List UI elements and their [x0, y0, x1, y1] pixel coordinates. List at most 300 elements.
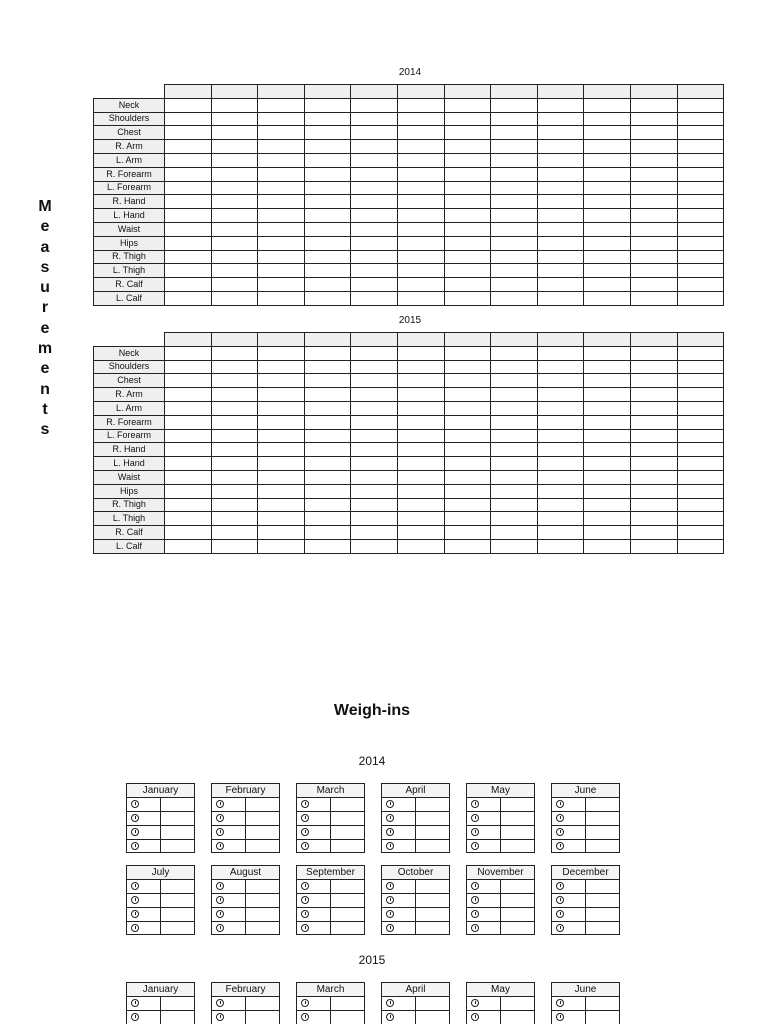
date-header-cell[interactable] — [351, 333, 398, 347]
measurement-cell[interactable] — [351, 498, 398, 512]
measurement-cell[interactable] — [211, 153, 258, 167]
measurement-cell[interactable] — [211, 374, 258, 388]
measurement-cell[interactable] — [397, 209, 444, 223]
measurement-cell[interactable] — [584, 112, 631, 126]
measurement-cell[interactable] — [165, 278, 212, 292]
measurement-cell[interactable] — [258, 236, 305, 250]
weight-entry-cell[interactable] — [246, 907, 280, 921]
weight-entry-cell[interactable] — [161, 893, 195, 907]
measurement-cell[interactable] — [491, 457, 538, 471]
measurement-cell[interactable] — [304, 388, 351, 402]
measurement-cell[interactable] — [444, 140, 491, 154]
measurement-cell[interactable] — [491, 346, 538, 360]
weight-entry-cell[interactable] — [501, 811, 535, 825]
measurement-cell[interactable] — [304, 140, 351, 154]
measurement-cell[interactable] — [677, 264, 724, 278]
measurement-cell[interactable] — [211, 181, 258, 195]
measurement-cell[interactable] — [444, 153, 491, 167]
measurement-cell[interactable] — [444, 126, 491, 140]
measurement-cell[interactable] — [537, 153, 584, 167]
measurement-cell[interactable] — [165, 457, 212, 471]
measurement-cell[interactable] — [211, 484, 258, 498]
measurement-cell[interactable] — [584, 264, 631, 278]
measurement-cell[interactable] — [397, 195, 444, 209]
measurement-cell[interactable] — [165, 222, 212, 236]
measurement-cell[interactable] — [584, 498, 631, 512]
measurement-cell[interactable] — [304, 278, 351, 292]
measurement-cell[interactable] — [397, 470, 444, 484]
measurement-cell[interactable] — [211, 388, 258, 402]
measurement-cell[interactable] — [491, 484, 538, 498]
weight-entry-cell[interactable] — [246, 797, 280, 811]
measurement-cell[interactable] — [351, 470, 398, 484]
measurement-cell[interactable] — [677, 512, 724, 526]
measurement-cell[interactable] — [584, 181, 631, 195]
measurement-cell[interactable] — [584, 222, 631, 236]
measurement-cell[interactable] — [258, 346, 305, 360]
measurement-cell[interactable] — [491, 443, 538, 457]
measurement-cell[interactable] — [165, 140, 212, 154]
weight-entry-cell[interactable] — [416, 921, 450, 935]
measurement-cell[interactable] — [304, 167, 351, 181]
date-header-cell[interactable] — [211, 333, 258, 347]
measurement-cell[interactable] — [584, 429, 631, 443]
measurement-cell[interactable] — [304, 153, 351, 167]
measurement-cell[interactable] — [491, 539, 538, 553]
measurement-cell[interactable] — [537, 429, 584, 443]
measurement-cell[interactable] — [211, 401, 258, 415]
measurement-cell[interactable] — [397, 498, 444, 512]
measurement-cell[interactable] — [677, 167, 724, 181]
weight-entry-cell[interactable] — [246, 893, 280, 907]
measurement-cell[interactable] — [397, 388, 444, 402]
measurement-cell[interactable] — [165, 415, 212, 429]
measurement-cell[interactable] — [537, 264, 584, 278]
measurement-cell[interactable] — [584, 278, 631, 292]
measurement-cell[interactable] — [537, 181, 584, 195]
weight-entry-cell[interactable] — [501, 839, 535, 853]
measurement-cell[interactable] — [397, 98, 444, 112]
measurement-cell[interactable] — [211, 126, 258, 140]
date-header-cell[interactable] — [397, 85, 444, 99]
measurement-cell[interactable] — [165, 181, 212, 195]
measurement-cell[interactable] — [630, 498, 677, 512]
measurement-cell[interactable] — [584, 415, 631, 429]
measurement-cell[interactable] — [165, 388, 212, 402]
measurement-cell[interactable] — [491, 401, 538, 415]
measurement-cell[interactable] — [304, 415, 351, 429]
weight-entry-cell[interactable] — [586, 921, 620, 935]
date-header-cell[interactable] — [677, 333, 724, 347]
measurement-cell[interactable] — [165, 209, 212, 223]
date-header-cell[interactable] — [677, 85, 724, 99]
measurement-cell[interactable] — [584, 209, 631, 223]
measurement-cell[interactable] — [444, 360, 491, 374]
measurement-cell[interactable] — [211, 264, 258, 278]
measurement-cell[interactable] — [351, 126, 398, 140]
measurement-cell[interactable] — [491, 374, 538, 388]
measurement-cell[interactable] — [165, 98, 212, 112]
measurement-cell[interactable] — [584, 401, 631, 415]
measurement-cell[interactable] — [258, 360, 305, 374]
measurement-cell[interactable] — [351, 278, 398, 292]
measurement-cell[interactable] — [211, 443, 258, 457]
measurement-cell[interactable] — [304, 195, 351, 209]
weight-entry-cell[interactable] — [586, 825, 620, 839]
measurement-cell[interactable] — [584, 195, 631, 209]
date-header-cell[interactable] — [165, 85, 212, 99]
measurement-cell[interactable] — [537, 526, 584, 540]
measurement-cell[interactable] — [491, 360, 538, 374]
measurement-cell[interactable] — [351, 526, 398, 540]
measurement-cell[interactable] — [630, 112, 677, 126]
measurement-cell[interactable] — [258, 484, 305, 498]
measurement-cell[interactable] — [630, 526, 677, 540]
measurement-cell[interactable] — [397, 140, 444, 154]
measurement-cell[interactable] — [677, 429, 724, 443]
weight-entry-cell[interactable] — [331, 907, 365, 921]
measurement-cell[interactable] — [537, 360, 584, 374]
measurement-cell[interactable] — [491, 498, 538, 512]
measurement-cell[interactable] — [444, 429, 491, 443]
weight-entry-cell[interactable] — [416, 907, 450, 921]
measurement-cell[interactable] — [444, 209, 491, 223]
measurement-cell[interactable] — [537, 278, 584, 292]
measurement-cell[interactable] — [211, 195, 258, 209]
measurement-cell[interactable] — [677, 346, 724, 360]
measurement-cell[interactable] — [491, 126, 538, 140]
weight-entry-cell[interactable] — [161, 797, 195, 811]
measurement-cell[interactable] — [444, 291, 491, 305]
measurement-cell[interactable] — [351, 388, 398, 402]
measurement-cell[interactable] — [304, 126, 351, 140]
measurement-cell[interactable] — [677, 401, 724, 415]
measurement-cell[interactable] — [491, 415, 538, 429]
weight-entry-cell[interactable] — [586, 797, 620, 811]
measurement-cell[interactable] — [351, 291, 398, 305]
measurement-cell[interactable] — [397, 222, 444, 236]
measurement-cell[interactable] — [444, 498, 491, 512]
weight-entry-cell[interactable] — [246, 1010, 280, 1024]
measurement-cell[interactable] — [165, 236, 212, 250]
measurement-cell[interactable] — [397, 457, 444, 471]
measurement-cell[interactable] — [304, 498, 351, 512]
measurement-cell[interactable] — [444, 470, 491, 484]
measurement-cell[interactable] — [165, 126, 212, 140]
measurement-cell[interactable] — [397, 278, 444, 292]
weight-entry-cell[interactable] — [501, 893, 535, 907]
measurement-cell[interactable] — [444, 278, 491, 292]
measurement-cell[interactable] — [211, 457, 258, 471]
measurement-cell[interactable] — [444, 484, 491, 498]
measurement-cell[interactable] — [444, 443, 491, 457]
measurement-cell[interactable] — [351, 195, 398, 209]
measurement-cell[interactable] — [165, 250, 212, 264]
measurement-cell[interactable] — [211, 112, 258, 126]
measurement-cell[interactable] — [630, 512, 677, 526]
measurement-cell[interactable] — [630, 98, 677, 112]
date-header-cell[interactable] — [537, 333, 584, 347]
measurement-cell[interactable] — [677, 222, 724, 236]
measurement-cell[interactable] — [304, 401, 351, 415]
measurement-cell[interactable] — [584, 153, 631, 167]
measurement-cell[interactable] — [304, 181, 351, 195]
measurement-cell[interactable] — [211, 470, 258, 484]
measurement-cell[interactable] — [258, 140, 305, 154]
weight-entry-cell[interactable] — [586, 811, 620, 825]
measurement-cell[interactable] — [165, 153, 212, 167]
weight-entry-cell[interactable] — [331, 811, 365, 825]
measurement-cell[interactable] — [444, 112, 491, 126]
measurement-cell[interactable] — [304, 98, 351, 112]
weight-entry-cell[interactable] — [501, 921, 535, 935]
measurement-cell[interactable] — [537, 401, 584, 415]
measurement-cell[interactable] — [537, 388, 584, 402]
measurement-cell[interactable] — [258, 443, 305, 457]
date-header-cell[interactable] — [304, 333, 351, 347]
measurement-cell[interactable] — [304, 429, 351, 443]
measurement-cell[interactable] — [677, 484, 724, 498]
measurement-cell[interactable] — [677, 526, 724, 540]
measurement-cell[interactable] — [258, 153, 305, 167]
weight-entry-cell[interactable] — [416, 825, 450, 839]
measurement-cell[interactable] — [537, 140, 584, 154]
measurement-cell[interactable] — [397, 236, 444, 250]
measurement-cell[interactable] — [584, 388, 631, 402]
date-header-cell[interactable] — [397, 333, 444, 347]
measurement-cell[interactable] — [165, 264, 212, 278]
measurement-cell[interactable] — [351, 539, 398, 553]
measurement-cell[interactable] — [165, 429, 212, 443]
measurement-cell[interactable] — [677, 360, 724, 374]
measurement-cell[interactable] — [584, 360, 631, 374]
measurement-cell[interactable] — [258, 415, 305, 429]
measurement-cell[interactable] — [351, 98, 398, 112]
measurement-cell[interactable] — [677, 388, 724, 402]
weight-entry-cell[interactable] — [331, 893, 365, 907]
date-header-cell[interactable] — [444, 85, 491, 99]
measurement-cell[interactable] — [584, 236, 631, 250]
measurement-cell[interactable] — [211, 278, 258, 292]
measurement-cell[interactable] — [258, 195, 305, 209]
measurement-cell[interactable] — [397, 539, 444, 553]
measurement-cell[interactable] — [630, 291, 677, 305]
weight-entry-cell[interactable] — [161, 907, 195, 921]
weight-entry-cell[interactable] — [161, 839, 195, 853]
measurement-cell[interactable] — [491, 153, 538, 167]
weight-entry-cell[interactable] — [586, 839, 620, 853]
measurement-cell[interactable] — [677, 374, 724, 388]
measurement-cell[interactable] — [537, 167, 584, 181]
measurement-cell[interactable] — [537, 209, 584, 223]
measurement-cell[interactable] — [165, 526, 212, 540]
weight-entry-cell[interactable] — [161, 1010, 195, 1024]
measurement-cell[interactable] — [211, 498, 258, 512]
weight-entry-cell[interactable] — [416, 996, 450, 1010]
measurement-cell[interactable] — [397, 346, 444, 360]
date-header-cell[interactable] — [584, 85, 631, 99]
measurement-cell[interactable] — [211, 346, 258, 360]
measurement-cell[interactable] — [165, 291, 212, 305]
measurement-cell[interactable] — [165, 512, 212, 526]
measurement-cell[interactable] — [258, 498, 305, 512]
weight-entry-cell[interactable] — [161, 825, 195, 839]
weight-entry-cell[interactable] — [331, 996, 365, 1010]
measurement-cell[interactable] — [677, 126, 724, 140]
measurement-cell[interactable] — [584, 526, 631, 540]
measurement-cell[interactable] — [304, 264, 351, 278]
weight-entry-cell[interactable] — [501, 996, 535, 1010]
measurement-cell[interactable] — [397, 264, 444, 278]
date-header-cell[interactable] — [165, 333, 212, 347]
measurement-cell[interactable] — [677, 443, 724, 457]
measurement-cell[interactable] — [258, 374, 305, 388]
measurement-cell[interactable] — [211, 98, 258, 112]
measurement-cell[interactable] — [584, 250, 631, 264]
measurement-cell[interactable] — [584, 346, 631, 360]
weight-entry-cell[interactable] — [501, 879, 535, 893]
measurement-cell[interactable] — [630, 140, 677, 154]
measurement-cell[interactable] — [537, 512, 584, 526]
measurement-cell[interactable] — [630, 167, 677, 181]
weight-entry-cell[interactable] — [246, 811, 280, 825]
measurement-cell[interactable] — [537, 415, 584, 429]
measurement-cell[interactable] — [304, 112, 351, 126]
measurement-cell[interactable] — [537, 470, 584, 484]
measurement-cell[interactable] — [630, 209, 677, 223]
weight-entry-cell[interactable] — [331, 797, 365, 811]
measurement-cell[interactable] — [211, 140, 258, 154]
measurement-cell[interactable] — [630, 278, 677, 292]
measurement-cell[interactable] — [630, 457, 677, 471]
measurement-cell[interactable] — [304, 512, 351, 526]
measurement-cell[interactable] — [584, 443, 631, 457]
measurement-cell[interactable] — [677, 98, 724, 112]
measurement-cell[interactable] — [491, 236, 538, 250]
measurement-cell[interactable] — [630, 346, 677, 360]
measurement-cell[interactable] — [537, 457, 584, 471]
measurement-cell[interactable] — [351, 140, 398, 154]
measurement-cell[interactable] — [304, 222, 351, 236]
date-header-cell[interactable] — [258, 85, 305, 99]
measurement-cell[interactable] — [211, 526, 258, 540]
measurement-cell[interactable] — [304, 526, 351, 540]
measurement-cell[interactable] — [677, 112, 724, 126]
measurement-cell[interactable] — [165, 484, 212, 498]
date-header-cell[interactable] — [584, 333, 631, 347]
measurement-cell[interactable] — [584, 167, 631, 181]
measurement-cell[interactable] — [258, 250, 305, 264]
measurement-cell[interactable] — [397, 250, 444, 264]
weight-entry-cell[interactable] — [416, 811, 450, 825]
measurement-cell[interactable] — [304, 250, 351, 264]
measurement-cell[interactable] — [630, 360, 677, 374]
weight-entry-cell[interactable] — [161, 811, 195, 825]
measurement-cell[interactable] — [677, 195, 724, 209]
measurement-cell[interactable] — [677, 181, 724, 195]
measurement-cell[interactable] — [304, 457, 351, 471]
weight-entry-cell[interactable] — [501, 797, 535, 811]
measurement-cell[interactable] — [444, 401, 491, 415]
measurement-cell[interactable] — [397, 112, 444, 126]
weight-entry-cell[interactable] — [246, 839, 280, 853]
measurement-cell[interactable] — [211, 360, 258, 374]
measurement-cell[interactable] — [397, 291, 444, 305]
measurement-cell[interactable] — [351, 374, 398, 388]
measurement-cell[interactable] — [258, 264, 305, 278]
measurement-cell[interactable] — [397, 153, 444, 167]
measurement-cell[interactable] — [584, 126, 631, 140]
weight-entry-cell[interactable] — [586, 1010, 620, 1024]
measurement-cell[interactable] — [584, 484, 631, 498]
measurement-cell[interactable] — [537, 98, 584, 112]
measurement-cell[interactable] — [584, 457, 631, 471]
measurement-cell[interactable] — [211, 250, 258, 264]
measurement-cell[interactable] — [304, 484, 351, 498]
measurement-cell[interactable] — [630, 222, 677, 236]
measurement-cell[interactable] — [258, 98, 305, 112]
measurement-cell[interactable] — [630, 195, 677, 209]
weight-entry-cell[interactable] — [586, 879, 620, 893]
measurement-cell[interactable] — [258, 457, 305, 471]
weight-entry-cell[interactable] — [586, 893, 620, 907]
measurement-cell[interactable] — [304, 374, 351, 388]
measurement-cell[interactable] — [351, 167, 398, 181]
measurement-cell[interactable] — [584, 291, 631, 305]
measurement-cell[interactable] — [351, 415, 398, 429]
measurement-cell[interactable] — [677, 140, 724, 154]
measurement-cell[interactable] — [491, 250, 538, 264]
measurement-cell[interactable] — [211, 167, 258, 181]
measurement-cell[interactable] — [677, 278, 724, 292]
measurement-cell[interactable] — [258, 470, 305, 484]
measurement-cell[interactable] — [630, 443, 677, 457]
weight-entry-cell[interactable] — [416, 893, 450, 907]
weight-entry-cell[interactable] — [331, 825, 365, 839]
measurement-cell[interactable] — [351, 222, 398, 236]
measurement-cell[interactable] — [491, 512, 538, 526]
measurement-cell[interactable] — [211, 236, 258, 250]
measurement-cell[interactable] — [258, 112, 305, 126]
measurement-cell[interactable] — [304, 539, 351, 553]
weight-entry-cell[interactable] — [246, 996, 280, 1010]
measurement-cell[interactable] — [351, 360, 398, 374]
measurement-cell[interactable] — [630, 429, 677, 443]
weight-entry-cell[interactable] — [161, 996, 195, 1010]
measurement-cell[interactable] — [351, 112, 398, 126]
measurement-cell[interactable] — [537, 443, 584, 457]
measurement-cell[interactable] — [491, 388, 538, 402]
weight-entry-cell[interactable] — [246, 825, 280, 839]
measurement-cell[interactable] — [165, 539, 212, 553]
measurement-cell[interactable] — [677, 457, 724, 471]
date-header-cell[interactable] — [211, 85, 258, 99]
date-header-cell[interactable] — [351, 85, 398, 99]
measurement-cell[interactable] — [537, 291, 584, 305]
measurement-cell[interactable] — [304, 360, 351, 374]
measurement-cell[interactable] — [165, 195, 212, 209]
measurement-cell[interactable] — [258, 526, 305, 540]
date-header-cell[interactable] — [258, 333, 305, 347]
date-header-cell[interactable] — [491, 85, 538, 99]
measurement-cell[interactable] — [258, 167, 305, 181]
measurement-cell[interactable] — [630, 250, 677, 264]
measurement-cell[interactable] — [491, 278, 538, 292]
measurement-cell[interactable] — [258, 388, 305, 402]
measurement-cell[interactable] — [304, 470, 351, 484]
weight-entry-cell[interactable] — [331, 921, 365, 935]
measurement-cell[interactable] — [165, 167, 212, 181]
